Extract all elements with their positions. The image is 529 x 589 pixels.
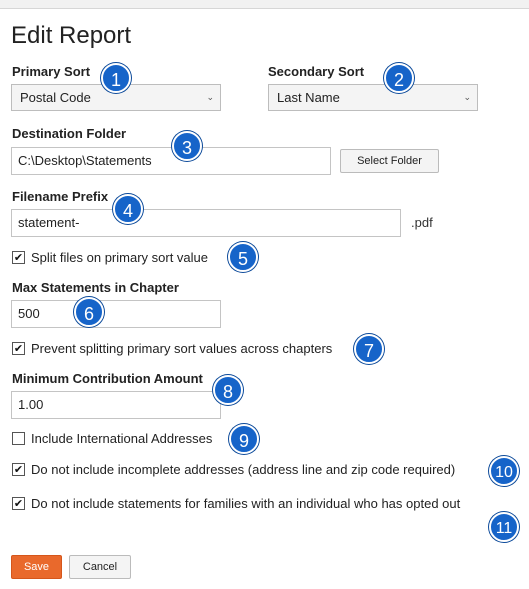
cancel-button[interactable]: Cancel [69,555,131,579]
exclude-incomplete-label: Do not include incomplete addresses (address line and zip code required) [31,462,456,477]
min-contribution-input[interactable]: 1.00 [11,391,221,419]
callout-badge-1: 1 [101,63,131,93]
callout-badge-5: 5 [228,242,258,272]
secondary-sort-label: Secondary Sort [268,64,365,79]
destination-folder-label: Destination Folder [12,126,127,141]
destination-folder-input[interactable]: C:\Desktop\Statements [11,147,331,175]
exclude-incomplete-checkbox[interactable]: ✔ [13,463,24,476]
min-contribution-label: Minimum Contribution Amount [12,371,203,386]
callout-badge-3: 3 [172,131,202,161]
callout-badge-2: 2 [384,63,414,93]
filename-prefix-label: Filename Prefix [12,189,109,204]
split-files-label: Split files on primary sort value [31,250,209,265]
top-bar [0,0,529,9]
secondary-sort-value: Last Name [277,90,340,105]
split-files-checkbox[interactable]: ✔ [13,251,24,264]
select-folder-button[interactable]: Select Folder [340,149,439,173]
filename-suffix: .pdf [411,215,433,230]
exclude-opted-out-checkbox[interactable]: ✔ [13,497,24,510]
callout-badge-4: 4 [113,194,143,224]
callout-badge-6: 6 [74,297,104,327]
callout-badge-9: 9 [229,424,259,454]
include-international-label: Include International Addresses [31,431,213,446]
chevron-down-icon: ⌄ [463,92,471,102]
callout-badge-10: 10 [489,456,519,486]
primary-sort-label: Primary Sort [12,64,91,79]
primary-sort-value: Postal Code [20,90,91,105]
callout-badge-11: 11 [489,512,519,542]
page-title: Edit Report [11,22,132,49]
save-button[interactable]: Save [11,555,62,579]
chevron-down-icon: ⌄ [206,92,214,102]
max-statements-label: Max Statements in Chapter [12,280,179,295]
include-international-checkbox[interactable] [12,432,25,445]
filename-prefix-input[interactable]: statement- [11,209,401,237]
secondary-sort-select[interactable] [268,84,478,111]
max-statements-input[interactable]: 500 [11,300,221,328]
callout-badge-8: 8 [213,375,243,405]
exclude-opted-out-label: Do not include statements for families with an individual who has opted out [31,496,461,511]
prevent-splitting-checkbox[interactable]: ✔ [13,342,24,355]
prevent-splitting-label: Prevent splitting primary sort values across chapters [31,341,333,356]
callout-badge-7: 7 [354,334,384,364]
